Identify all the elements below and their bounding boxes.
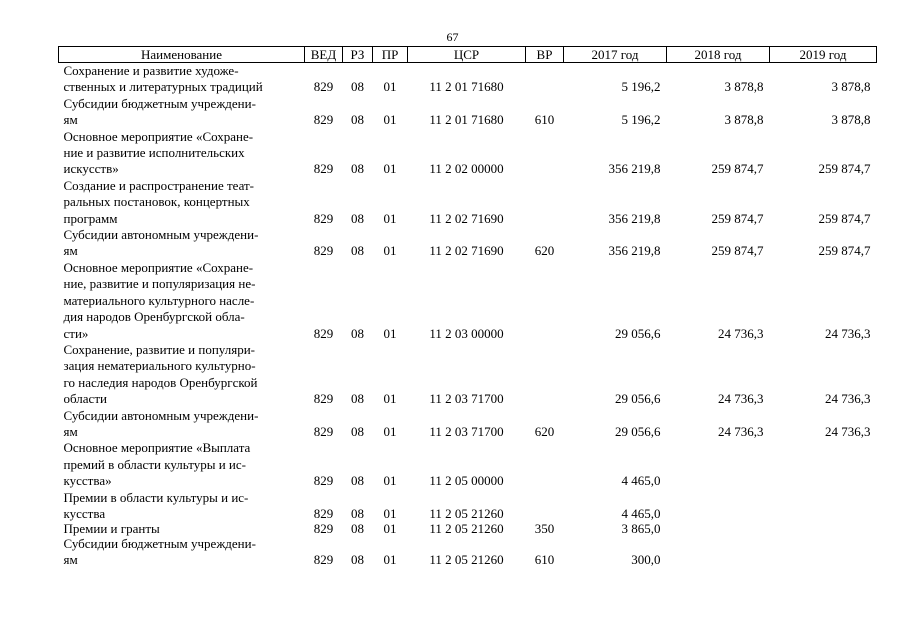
- cell-2018: 3 878,8: [724, 79, 764, 95]
- name-line: дия народов Оренбургской обла-: [63, 309, 245, 325]
- cell-name: [59, 522, 305, 536]
- name-line: ние и развитие исполнительских: [63, 145, 245, 161]
- cell-name: [59, 536, 305, 569]
- cell-name: [59, 63, 305, 96]
- name-line: Сохранение, развитие и популяри-: [63, 341, 255, 357]
- name-line: Основное мероприятие «Сохране-: [63, 259, 254, 275]
- cell-rz: 08: [351, 112, 364, 128]
- cell-2019: [770, 490, 877, 523]
- cell-2017: 29 056,6: [615, 423, 661, 439]
- cell-csr: 11 2 05 21260: [429, 552, 504, 568]
- cell-2018: 3 878,8: [724, 112, 764, 128]
- cell-ved: 829: [313, 552, 334, 568]
- cell-vr: [526, 260, 564, 342]
- cell-vr: 350: [534, 521, 555, 537]
- cell-vr: [526, 129, 564, 178]
- cell-2017: 300,0: [631, 552, 661, 568]
- name-line: области: [63, 391, 107, 407]
- name-line: Субсидии бюджетным учреждени-: [63, 535, 256, 551]
- cell-name: [59, 408, 305, 441]
- name-line: Основное мероприятие «Выплата: [63, 440, 251, 456]
- name-line: материального культурного насле-: [63, 292, 255, 308]
- header-2018: 2018 год: [667, 47, 770, 63]
- cell-2019: 24 736,3: [825, 325, 871, 341]
- cell-ved: 829: [313, 210, 334, 226]
- cell-2017: 5 196,2: [621, 112, 661, 128]
- cell-ved: 829: [313, 505, 334, 521]
- cell-2017: 4 465,0: [621, 473, 661, 489]
- cell-2019: [770, 440, 877, 489]
- cell-2019: [770, 536, 877, 569]
- cell-2018: [667, 522, 770, 536]
- cell-pr: 01: [383, 473, 397, 489]
- name-line: премий в области культуры и ис-: [63, 456, 246, 472]
- table-row: [59, 63, 877, 96]
- cell-ved: 829: [313, 112, 334, 128]
- table-row: [59, 129, 877, 178]
- cell-2018: 259 874,7: [711, 161, 764, 177]
- cell-rz: 08: [351, 552, 364, 568]
- name-line: Премии и гранты: [63, 521, 160, 537]
- cell-pr: 01: [383, 521, 397, 537]
- cell-ved: 829: [313, 473, 334, 489]
- cell-pr: 01: [383, 112, 397, 128]
- name-line: ям: [63, 243, 78, 259]
- cell-pr: 01: [383, 325, 397, 341]
- cell-ved: 829: [313, 243, 334, 259]
- cell-rz: 08: [351, 79, 364, 95]
- cell-vr: 620: [534, 423, 555, 439]
- cell-pr: 01: [383, 423, 397, 439]
- cell-2017: 356 219,8: [608, 161, 661, 177]
- table-row: [59, 536, 877, 569]
- name-line: искусств»: [63, 161, 119, 177]
- cell-vr: [526, 63, 564, 96]
- cell-name: [59, 227, 305, 260]
- cell-ved: 829: [313, 423, 334, 439]
- cell-vr: [526, 178, 564, 227]
- cell-ved: 829: [313, 521, 334, 537]
- table-row: [59, 408, 877, 441]
- cell-2017: 356 219,8: [608, 243, 661, 259]
- cell-csr: 11 2 03 71700: [429, 391, 504, 407]
- cell-rz: 08: [351, 161, 364, 177]
- name-line: ральных постановок, концертных: [63, 194, 250, 210]
- cell-vr: [526, 342, 564, 408]
- cell-2018: 24 736,3: [718, 325, 764, 341]
- cell-name: [59, 260, 305, 342]
- cell-name: [59, 440, 305, 489]
- cell-name: [59, 490, 305, 523]
- name-line: сти»: [63, 325, 89, 341]
- cell-2019: 259 874,7: [818, 210, 871, 226]
- name-line: Создание и распространение теат-: [63, 177, 255, 193]
- header-name: Наименование: [59, 47, 305, 63]
- cell-2018: 259 874,7: [711, 243, 764, 259]
- table-body: [59, 63, 877, 569]
- cell-2017: 29 056,6: [615, 391, 661, 407]
- cell-2019: [770, 522, 877, 536]
- header-rz: РЗ: [343, 47, 373, 63]
- table-row: [59, 522, 877, 536]
- header-vr: ВР: [526, 47, 564, 63]
- name-line: го наследия народов Оренбургской: [63, 374, 258, 390]
- budget-table: [58, 46, 877, 569]
- cell-2017: 4 465,0: [621, 505, 661, 521]
- cell-pr: 01: [383, 79, 397, 95]
- cell-csr: 11 2 03 00000: [429, 325, 504, 341]
- name-line: ям: [63, 112, 78, 128]
- cell-name: [59, 96, 305, 129]
- cell-csr: 11 2 05 21260: [429, 505, 504, 521]
- cell-csr: 11 2 02 71690: [429, 210, 504, 226]
- cell-2018: 24 736,3: [718, 391, 764, 407]
- cell-csr: 11 2 05 21260: [429, 521, 504, 537]
- cell-name: [59, 129, 305, 178]
- cell-ved: 829: [313, 391, 334, 407]
- cell-2018: [667, 490, 770, 523]
- name-line: Субсидии автономным учреждени-: [63, 407, 259, 423]
- header-csr: ЦСР: [408, 47, 526, 63]
- name-line: программ: [63, 210, 118, 226]
- cell-name: [59, 178, 305, 227]
- cell-rz: 08: [351, 473, 364, 489]
- cell-2019: 24 736,3: [825, 423, 871, 439]
- cell-rz: 08: [351, 521, 364, 537]
- cell-csr: 11 2 02 71690: [429, 243, 504, 259]
- table-row: [59, 342, 877, 408]
- cell-vr: 620: [534, 243, 555, 259]
- name-line: ям: [63, 552, 78, 568]
- name-line: Основное мероприятие «Сохране-: [63, 128, 254, 144]
- cell-2018: 24 736,3: [718, 423, 764, 439]
- cell-vr: 610: [534, 552, 555, 568]
- cell-rz: 08: [351, 210, 364, 226]
- table-row: [59, 96, 877, 129]
- table-row: [59, 440, 877, 489]
- name-line: ям: [63, 423, 78, 439]
- cell-pr: 01: [383, 552, 397, 568]
- table-row: [59, 227, 877, 260]
- cell-csr: 11 2 01 71680: [429, 79, 504, 95]
- name-line: кусства: [63, 505, 106, 521]
- name-line: кусства»: [63, 473, 112, 489]
- page-number: 67: [446, 30, 459, 44]
- cell-2018: 259 874,7: [711, 210, 764, 226]
- cell-rz: 08: [351, 391, 364, 407]
- cell-2019: 3 878,8: [831, 79, 871, 95]
- name-line: Сохранение и развитие художе-: [63, 63, 239, 78]
- cell-ved: 829: [313, 325, 334, 341]
- header-2019: 2019 год: [770, 47, 877, 63]
- name-line: ние, развитие и популяризация не-: [63, 276, 256, 292]
- header-2017: 2017 год: [564, 47, 667, 63]
- cell-2019: 24 736,3: [825, 391, 871, 407]
- cell-pr: 01: [383, 391, 397, 407]
- name-line: Субсидии бюджетным учреждени-: [63, 95, 256, 111]
- table-row: [59, 490, 877, 523]
- cell-2019: 3 878,8: [831, 112, 871, 128]
- name-line: Субсидии автономным учреждени-: [63, 227, 259, 243]
- cell-2017: 356 219,8: [608, 210, 661, 226]
- cell-rz: 08: [351, 505, 364, 521]
- cell-pr: 01: [383, 161, 397, 177]
- header-ved: ВЕД: [305, 47, 343, 63]
- cell-2018: [667, 440, 770, 489]
- name-line: Премии в области культуры и ис-: [63, 489, 249, 505]
- cell-name: [59, 342, 305, 408]
- cell-ved: 829: [313, 79, 334, 95]
- cell-2017: 3 865,0: [621, 521, 661, 537]
- cell-ved: 829: [313, 161, 334, 177]
- cell-2019: 259 874,7: [818, 243, 871, 259]
- cell-vr: 610: [534, 112, 555, 128]
- table-row: [59, 178, 877, 227]
- table-row: [59, 260, 877, 342]
- cell-2017: 5 196,2: [621, 79, 661, 95]
- cell-csr: 11 2 01 71680: [429, 112, 504, 128]
- cell-csr: 11 2 05 00000: [429, 473, 504, 489]
- cell-csr: 11 2 03 71700: [429, 423, 504, 439]
- cell-2018: [667, 536, 770, 569]
- cell-rz: 08: [351, 325, 364, 341]
- cell-pr: 01: [383, 505, 397, 521]
- cell-csr: 11 2 02 00000: [429, 161, 504, 177]
- cell-pr: 01: [383, 210, 397, 226]
- table-header-row: [59, 47, 877, 63]
- cell-vr: [526, 490, 564, 523]
- cell-2017: 29 056,6: [615, 325, 661, 341]
- cell-pr: 01: [383, 243, 397, 259]
- header-pr: ПР: [373, 47, 408, 63]
- cell-rz: 08: [351, 423, 364, 439]
- cell-rz: 08: [351, 243, 364, 259]
- cell-2019: 259 874,7: [818, 161, 871, 177]
- name-line: зация нематериального культурно-: [63, 358, 256, 374]
- name-line: ственных и литературных традиций: [63, 79, 263, 95]
- cell-vr: [526, 440, 564, 489]
